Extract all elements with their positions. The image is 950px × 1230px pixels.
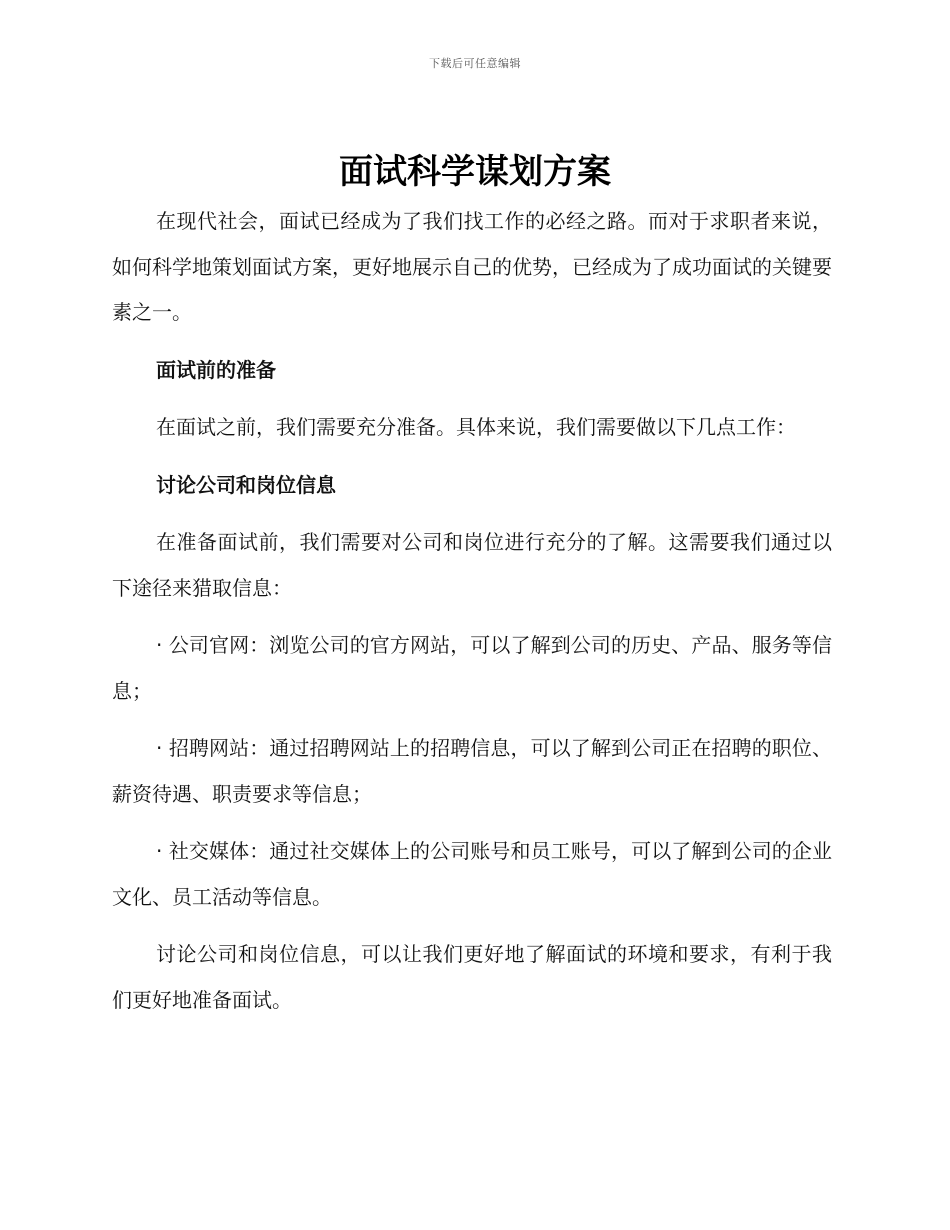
document-body [112,199,832,1023]
bullet-item-official-site: · 公司官网：浏览公司的官方网站，可以了解到公司的历史、产品、服务等信息； [112,633,832,703]
bullet-item-job-sites: · 招聘网站：通过招聘网站上的招聘信息，可以了解到公司正在招聘的职位、薪资待遇、职责要求等信息； [112,736,832,806]
conclusion-paragraph: 讨论公司和岗位信息，可以让我们更好地了解面试的环境和要求，有利于我们更好地准备面试。 [112,942,832,1012]
preparation-paragraph: 在面试之前，我们需要充分准备。具体来说，我们需要做以下几点工作： [156,415,796,439]
section-heading-preparation: 面试前的准备 [156,357,276,382]
company-research-paragraph: 在准备面试前，我们需要对公司和岗位进行充分的了解。这需要我们通过以下途径来猎取信息： [112,530,832,600]
header-note: 下载后可任意编辑 [429,57,521,70]
intro-paragraph: 在现代社会，面试已经成为了我们找工作的必经之路。而对于求职者来说，如何科学地策划面试方案，更好地展示自己的优势，已经成为了成功面试的关键要素之一。 [112,209,832,324]
bullet-item-social-media: · 社交媒体：通过社交媒体上的公司账号和员工账号，可以了解到公司的企业文化、员工活动等信息。 [112,839,832,909]
document-title: 面试科学谋划方案 [339,152,611,192]
section-heading-company-research: 讨论公司和岗位信息 [156,472,336,497]
